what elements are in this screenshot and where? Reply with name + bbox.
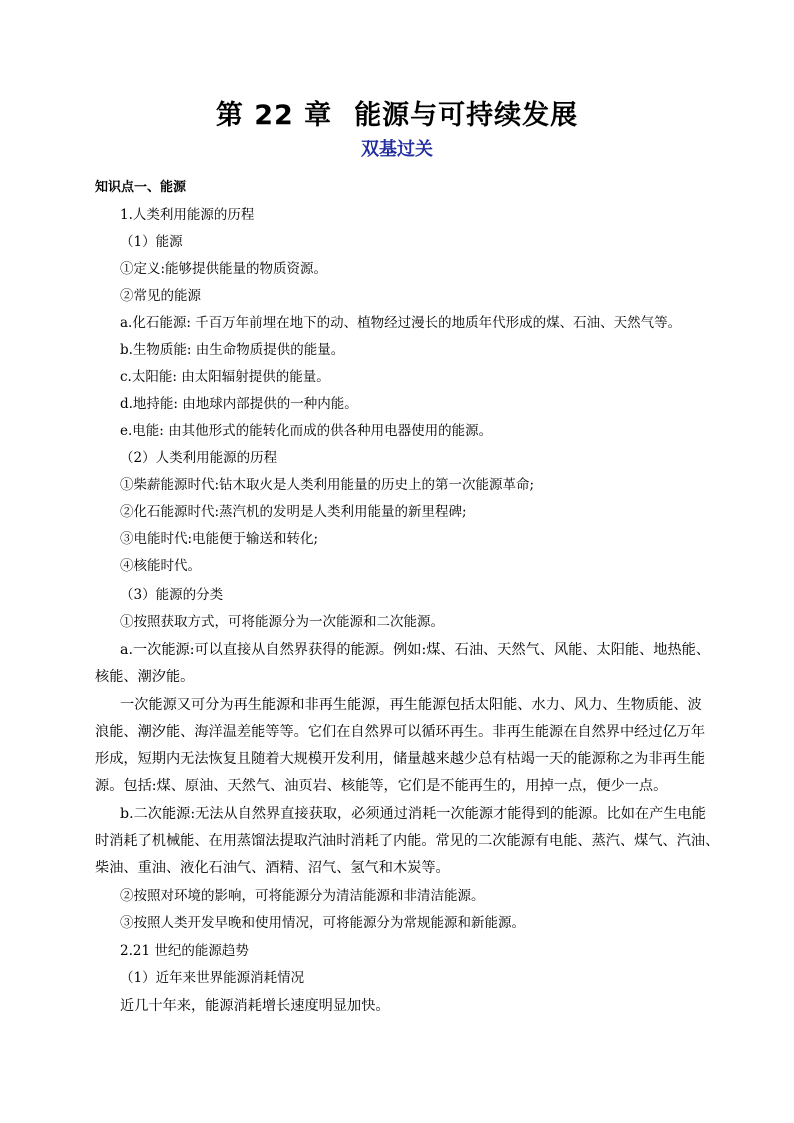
paragraph: 1.人类利用能源的历程	[120, 207, 255, 223]
section-heading: 知识点一、能源	[95, 180, 187, 195]
paragraph: b.生物质能: 由生命物质提供的能量。	[120, 342, 345, 358]
paragraph-continued: 时消耗了机械能、在用蒸馏法提取汽油时消耗了内能。常见的二次能源有电能、蒸汽、煤气、汽油、	[95, 833, 720, 849]
paragraph: ④核能时代。	[120, 558, 201, 574]
chapter-title: 能源与可持续发展	[354, 100, 579, 131]
paragraph-continued: 柴油、重油、液化石油气、酒精、沼气、氢气和木炭等。	[95, 860, 450, 876]
page-subtitle: 双基过关	[361, 139, 433, 160]
paragraph: （1）能源	[120, 234, 183, 250]
paragraph: ③电能时代:电能便于输送和转化;	[120, 531, 319, 547]
paragraph-continued: 形成，短期内无法恢复且随着大规模开发利用，储量越来越少总有枯竭一天的能源称之为非再生能	[95, 751, 706, 767]
paragraph: ①按照获取方式，可将能源分为一次能源和二次能源。	[120, 614, 444, 630]
paragraph: a.化石能源: 千百万年前埋在地下的动、植物经过漫长的地质年代形成的煤、石油、天然气等。	[120, 315, 682, 331]
paragraph-continued: 源。包括:煤、原油、天然气、油页岩、核能等，它们是不能再生的，用掉一点，便少一点。	[95, 778, 668, 794]
paragraph: （2）人类利用能源的历程	[120, 450, 278, 466]
paragraph: ②按照对环境的影响，可将能源分为清洁能源和非清洁能源。	[120, 888, 485, 904]
paragraph: ②化石能源时代:蒸汽机的发明是人类利用能量的新里程碑;	[120, 504, 467, 520]
paragraph: （1）近年来世界能源消耗情况	[120, 970, 305, 986]
paragraph-continued: 核能、潮汐能。	[95, 669, 195, 685]
paragraph: ③按照人类开发早晚和使用情况，可将能源分为常规能源和新能源。	[120, 915, 525, 931]
paragraph: d.地持能: 由地球内部提供的一种内能。	[120, 396, 358, 412]
chapter-number: 第 22 章	[215, 100, 333, 131]
paragraph: ①柴薪能源时代:钻木取火是人类利用能量的历史上的第一次能源革命;	[120, 477, 535, 493]
paragraph-continued: 浪能、潮汐能、海洋温差能等等。它们在自然界可以循环再生。非再生能源在自然界中经过亿万年	[95, 724, 706, 740]
page-title	[0, 96, 794, 136]
paragraph: 一次能源又可分为再生能源和非再生能源，再生能源包括太阳能、水力、风力、生物质能、波	[120, 697, 702, 713]
paragraph: 2.21 世纪的能源趋势	[120, 943, 249, 959]
paragraph: 近几十年来，能源消耗增长速度明显加快。	[120, 998, 390, 1014]
paragraph: （3）能源的分类	[120, 587, 224, 603]
paragraph: a.一次能源:可以直接从自然界获得的能源。例如:煤、石油、天然气、风能、太阳能、地热能、	[120, 642, 711, 658]
paragraph: ①定义:能够提供能量的物质资源。	[120, 261, 328, 277]
paragraph: b.二次能源:无法从自然界直接获取，必须通过消耗一次能源才能得到的能源。比如在产生电能	[120, 806, 706, 822]
paragraph: e.电能: 由其他形式的能转化而成的供各种用电器使用的能源。	[120, 423, 493, 439]
paragraph: ②常见的能源	[120, 288, 201, 304]
paragraph: c.太阳能: 由太阳辐射提供的能量。	[120, 369, 330, 385]
